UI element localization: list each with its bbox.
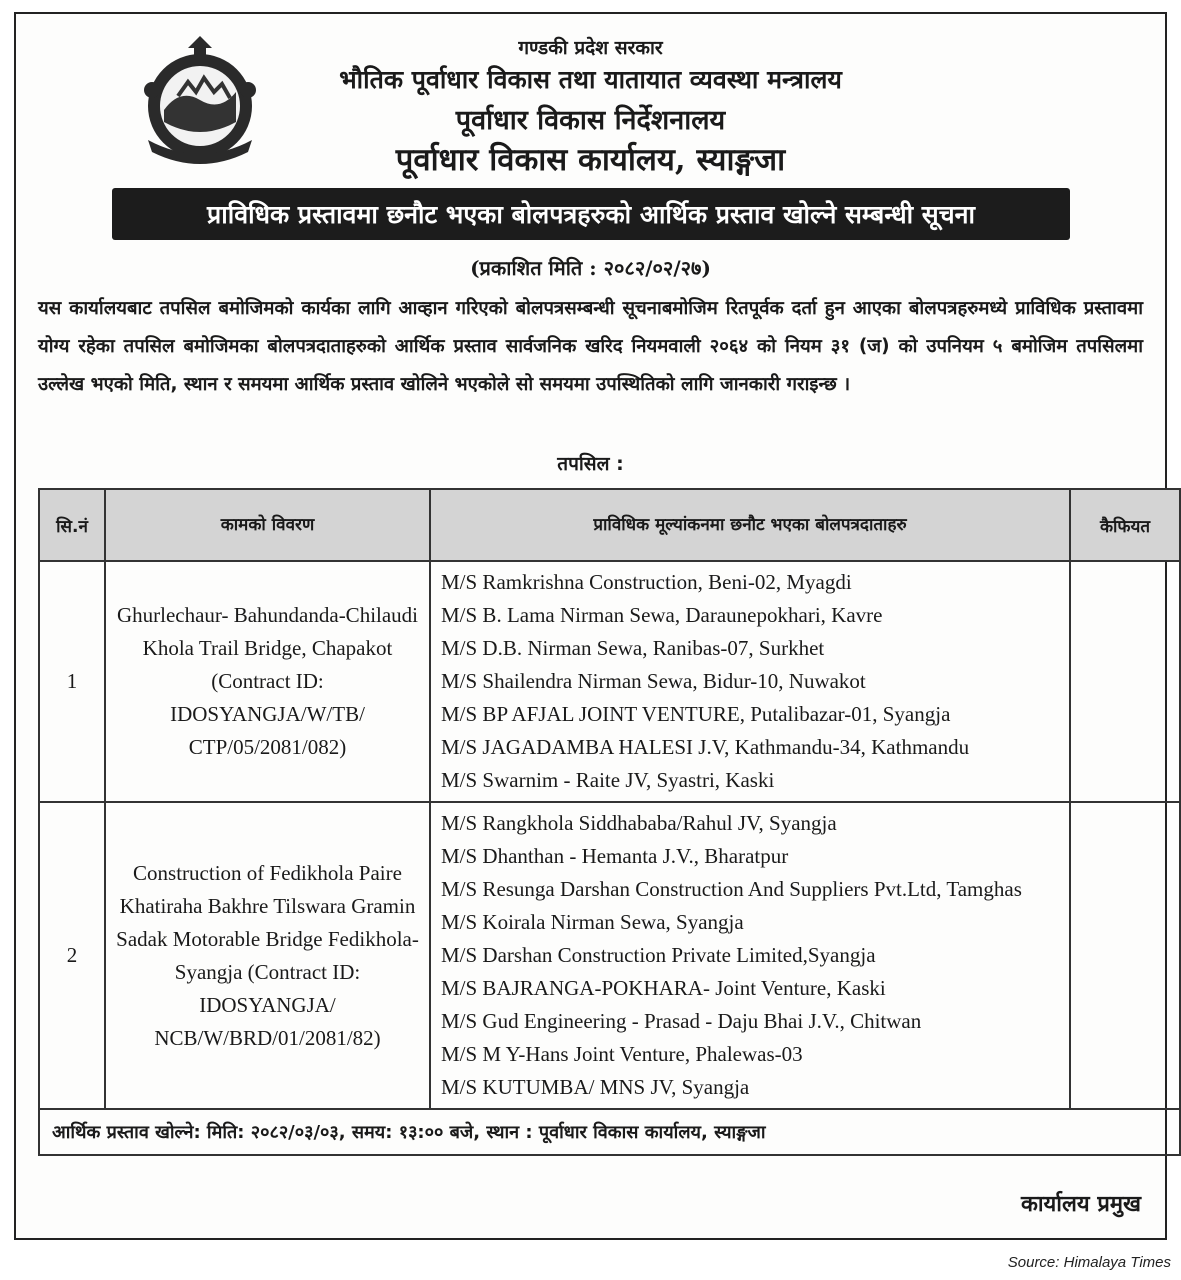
table-header-row (39, 489, 1180, 561)
header-description: कामको विवरण (105, 489, 430, 561)
province-government-heading: गण्डकी प्रदेश सरकार (518, 37, 663, 59)
ministry-heading: भौतिक पूर्वाधार विकास तथा यातायात व्यवस्था मन्त्रालय (339, 65, 842, 94)
row-bidders (430, 561, 1070, 802)
row-sn: 2 (39, 802, 105, 1109)
directorate-heading: पूर्वाधार विकास निर्देशनालय (455, 105, 726, 136)
bidder-item: M/S Resunga Darshan Construction And Suppliers Pvt.Ltd, Tamghas (441, 877, 1022, 901)
office-heading: पूर्वाधार विकास कार्यालय, स्याङ्गजा (395, 142, 786, 178)
header-sn: सि.नं (39, 489, 105, 561)
office-chief-signature: कार्यालय प्रमुख (1020, 1192, 1141, 1217)
row-description: Construction of Fedikhola Paire Khatiraha Bakhre Tilswara Gramin Sadak Motorable Bridge Fedikhola-Syangja (Contract ID: IDOSYANGJA/ NCB/W/BRD/01/2081/82) (105, 802, 430, 1109)
notice-body: यस कार्यालयबाट तपसिल बमोजिमको कार्यका लागि आव्हान गरिएको बोलपत्रसम्बन्धी सूचनाबमोजिम रितपूर्वक दर्ता हुन आएका बोलपत्रहरुमध्ये प्राविधिक प्रस्तावमा योग्य रहेका तपसिल बमोजिमका बोलपत्रदाताहरुको आर्थिक प्रस्ताव सार्वजनिक खरिद नियमवाली २०६४ को नियम ३१ (ज) को उपनियम ५ बमोजिम तपसिलमा उल्लेख भएको मिति, स्थान र समयमा आर्थिक प्रस्ताव खोलिने भएकोले सो समयमा उपस्थितिको लागि जानकारी गराइन्छ । (38, 298, 1143, 395)
row-sn: 1 (39, 561, 105, 802)
bidder-item: M/S D.B. Nirman Sewa, Ranibas-07, Surkhet (441, 636, 825, 660)
bidder-item: M/S M Y-Hans Joint Venture, Phalewas-03 (441, 1042, 803, 1066)
bidder-item: M/S Koirala Nirman Sewa, Syangja (441, 910, 744, 934)
bidder-item: M/S Dhanthan - Hemanta J.V., Bharatpur (441, 844, 789, 868)
schedule-label: तपसिल : (557, 453, 624, 475)
financial-opening-info: आर्थिक प्रस्ताव खोल्ने: मिति: २०८२/०३/०३, समय: १३:०० बजे, स्थान : पूर्वाधार विकास कार्यालय, स्याङ्गजा (39, 1109, 1180, 1155)
source-credit: Source: Himalaya Times (1007, 1254, 1171, 1271)
table-row (39, 802, 1180, 1109)
notice-title-banner: प्राविधिक प्रस्तावमा छनौट भएका बोलपत्रहरुको आर्थिक प्रस्ताव खोल्ने सम्बन्धी सूचना (112, 188, 1070, 240)
row-remarks (1070, 561, 1180, 802)
bidder-item: M/S Shailendra Nirman Sewa, Bidur-10, Nuwakot (441, 669, 866, 693)
bidders-table (38, 488, 1181, 1156)
published-date: (प्रकाशित मिति : २०८२/०२/२७) (470, 256, 711, 280)
bidder-item: M/S Rangkhola Siddhababa/Rahul JV, Syangja (441, 811, 837, 835)
bidder-item: M/S Ramkrishna Construction, Beni-02, Myagdi (441, 570, 852, 594)
bidder-item: M/S BP AFJAL JOINT VENTURE, Putalibazar-01, Syangja (441, 702, 951, 726)
header-bidders: प्राविधिक मूल्यांकनमा छनौट भएका बोलपत्रदाताहरु (430, 489, 1070, 561)
table-footer-row (39, 1109, 1180, 1155)
bidder-item: M/S B. Lama Nirman Sewa, Daraunepokhari, Kavre (441, 603, 883, 627)
row-description: Ghurlechaur- Bahundanda-Chilaudi Khola Trail Bridge, Chapakot (Contract ID: IDOSYANGJA/W/TB/ CTP/05/2081/082) (105, 561, 430, 802)
bidder-item: M/S Gud Engineering - Prasad - Daju Bhai J.V., Chitwan (441, 1009, 922, 1033)
bidder-item: M/S JAGADAMBA HALESI J.V, Kathmandu-34, Kathmandu (441, 735, 970, 759)
row-bidders (430, 802, 1070, 1109)
row-remarks (1070, 802, 1180, 1109)
bidder-item: M/S Darshan Construction Private Limited,Syangja (441, 943, 876, 967)
table-row (39, 561, 1180, 802)
bidder-item: M/S BAJRANGA-POKHARA- Joint Venture, Kaski (441, 976, 886, 1000)
header-remarks: कैफियत (1070, 489, 1180, 561)
bidder-item: M/S Swarnim - Raite JV, Syastri, Kaski (441, 768, 775, 792)
bidder-item: M/S KUTUMBA/ MNS JV, Syangja (441, 1075, 750, 1099)
